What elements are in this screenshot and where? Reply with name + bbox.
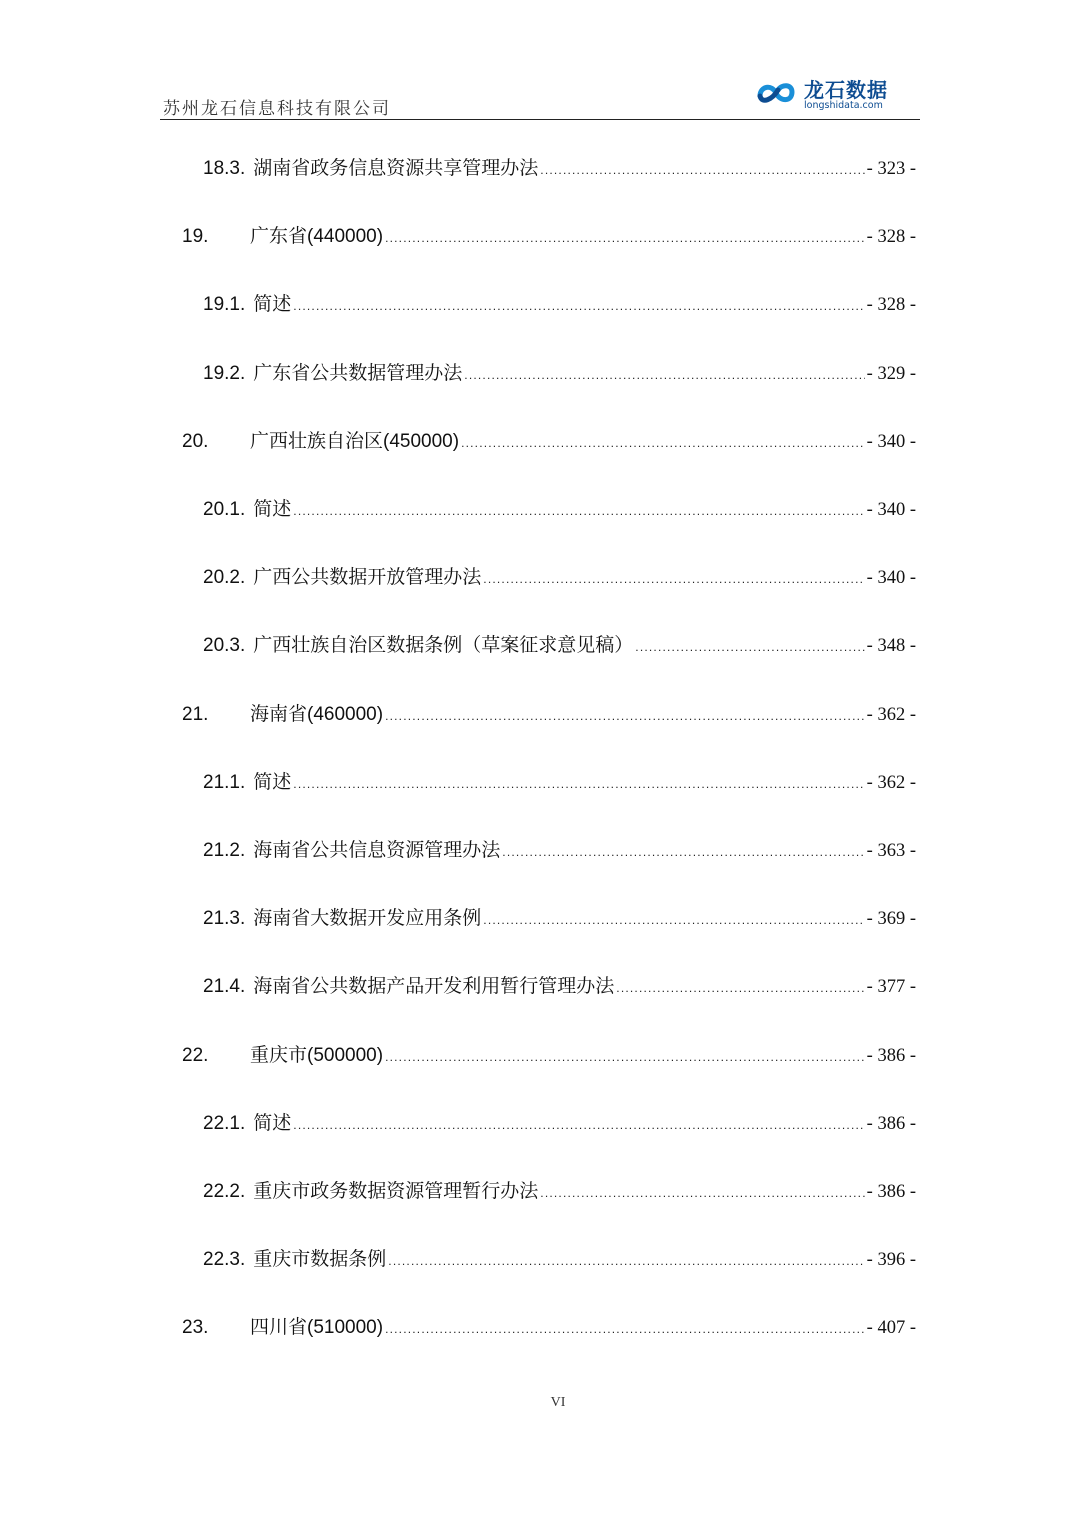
toc-entry[interactable]	[160, 754, 916, 794]
toc-entry-title: 广东省(440000)	[250, 226, 384, 248]
toc-dot-leader	[385, 229, 865, 248]
toc-entry[interactable]	[160, 958, 916, 998]
toc-dot-leader	[483, 570, 864, 589]
toc-entry-page: - 369 -	[866, 909, 916, 930]
toc-entry[interactable]	[160, 549, 916, 589]
toc-entry-page: - 348 -	[866, 636, 916, 657]
toc-entry-page: - 362 -	[866, 704, 916, 725]
toc-entry-page: - 377 -	[866, 977, 916, 998]
company-name: 苏州龙石信息科技有限公司	[163, 99, 391, 119]
toc-entry-page: - 407 -	[866, 1318, 916, 1339]
toc-entry[interactable]	[160, 890, 916, 930]
toc-entry-page: - 340 -	[866, 568, 916, 589]
toc-entry-title: 重庆市政务数据资源管理暂行办法	[253, 1181, 539, 1202]
toc-dot-leader	[616, 979, 864, 998]
toc-entry[interactable]	[160, 1095, 916, 1135]
header-divider	[160, 119, 920, 120]
toc-dot-leader	[502, 843, 864, 862]
toc-dot-leader	[540, 161, 864, 180]
toc-dot-leader	[293, 1116, 864, 1135]
toc-dot-leader	[385, 1320, 865, 1339]
toc-entry-title: 海南省公共数据产品开发利用暂行管理办法	[253, 976, 615, 998]
toc-entry-title: 四川省(510000)	[250, 1317, 384, 1339]
toc-entry-number: 20.2.	[203, 567, 246, 589]
toc-entry-page: - 386 -	[866, 1045, 916, 1066]
toc-entry[interactable]	[160, 1299, 916, 1339]
page-header	[160, 70, 920, 122]
toc-entry-number: 19.	[182, 226, 209, 248]
toc-entry[interactable]	[160, 1163, 916, 1203]
toc-dot-leader	[461, 434, 865, 453]
toc-entry-number: 21.	[182, 703, 209, 725]
toc-entry[interactable]	[160, 208, 916, 248]
toc-entry-title: 广西公共数据开放管理办法	[253, 567, 482, 589]
toc-entry-number: 20.	[182, 430, 209, 452]
toc-entry[interactable]	[160, 481, 916, 521]
toc-entry-title: 广西壮族自治区数据条例（草案征求意见稿）	[253, 635, 634, 657]
toc-entry-page: - 329 -	[866, 363, 916, 384]
toc-dot-leader	[635, 638, 864, 657]
logo-name: 龙石数据	[804, 78, 888, 102]
toc-entry-title: 简述	[253, 294, 292, 316]
toc-entry[interactable]	[160, 617, 916, 657]
toc-entry-page: - 363 -	[866, 841, 916, 861]
toc-entry-title: 简述	[253, 499, 292, 520]
toc-entry-title: 湖南省政务信息资源共享管理办法	[253, 158, 539, 179]
toc-entry-number: 22.	[182, 1044, 209, 1066]
toc-dot-leader	[388, 1252, 864, 1271]
company-logo	[752, 74, 912, 118]
toc-entry-number: 19.2.	[203, 362, 246, 384]
page-footer	[0, 1395, 1080, 1411]
toc-entry-page: - 396 -	[866, 1250, 916, 1271]
toc-dot-leader	[540, 1184, 864, 1203]
toc-dot-leader	[483, 911, 864, 930]
toc-entry-number: 18.3.	[203, 158, 246, 179]
toc-dot-leader	[293, 775, 864, 794]
toc-entry[interactable]	[160, 1231, 916, 1271]
infinity-logo-icon	[752, 76, 798, 112]
toc-entry[interactable]	[160, 686, 916, 726]
toc-entry-number: 21.3.	[203, 908, 246, 930]
toc-entry-title: 简述	[253, 1112, 292, 1134]
toc-dot-leader	[385, 1048, 865, 1067]
toc-entry-title: 海南省大数据开发应用条例	[253, 908, 482, 930]
toc-entry[interactable]	[160, 1027, 916, 1067]
toc-entry-page: - 386 -	[866, 1182, 916, 1202]
toc-entry-number: 22.2.	[203, 1181, 246, 1202]
toc-entry-page: - 328 -	[866, 295, 916, 316]
toc-entry-number: 21.2.	[203, 840, 246, 861]
toc-entry-page: - 340 -	[866, 431, 916, 452]
toc-entry-page: - 362 -	[866, 772, 916, 793]
toc-entry-page: - 386 -	[866, 1113, 916, 1134]
toc-entry[interactable]	[160, 822, 916, 862]
toc-entry-number: 19.1.	[203, 294, 246, 316]
toc-entry-page: - 323 -	[866, 159, 916, 179]
toc-entry-number: 22.3.	[203, 1249, 246, 1271]
toc-dot-leader	[293, 502, 864, 521]
toc-entry-number: 20.1.	[203, 499, 246, 520]
toc-entry-page: - 328 -	[866, 227, 916, 248]
toc-entry-number: 22.1.	[203, 1112, 246, 1134]
toc-entry-title: 简述	[253, 771, 292, 793]
toc-entry-number: 23.	[182, 1317, 209, 1339]
toc-entry-title: 广东省公共数据管理办法	[253, 362, 463, 384]
toc-entry-page: - 340 -	[866, 500, 916, 520]
toc-entry-title: 重庆市(500000)	[250, 1044, 384, 1066]
toc-dot-leader	[464, 366, 864, 385]
logo-url: longshidata.com	[804, 100, 883, 111]
toc-dot-leader	[293, 297, 864, 316]
toc-entry[interactable]	[160, 276, 916, 316]
toc-entry-title: 重庆市数据条例	[253, 1249, 387, 1271]
toc-entry-number: 20.3.	[203, 635, 246, 657]
toc-dot-leader	[385, 707, 865, 726]
toc-entry-title: 海南省(460000)	[250, 703, 384, 725]
toc-entry[interactable]	[160, 413, 916, 453]
toc-entry[interactable]	[160, 345, 916, 385]
toc-entry-title: 海南省公共信息资源管理办法	[253, 840, 501, 861]
toc-entry-number: 21.1.	[203, 771, 246, 793]
toc-entry-title: 广西壮族自治区(450000)	[250, 430, 460, 452]
toc-entry-number: 21.4.	[203, 976, 246, 998]
toc-entry[interactable]	[160, 140, 916, 180]
page-number: VI	[550, 1395, 566, 1410]
